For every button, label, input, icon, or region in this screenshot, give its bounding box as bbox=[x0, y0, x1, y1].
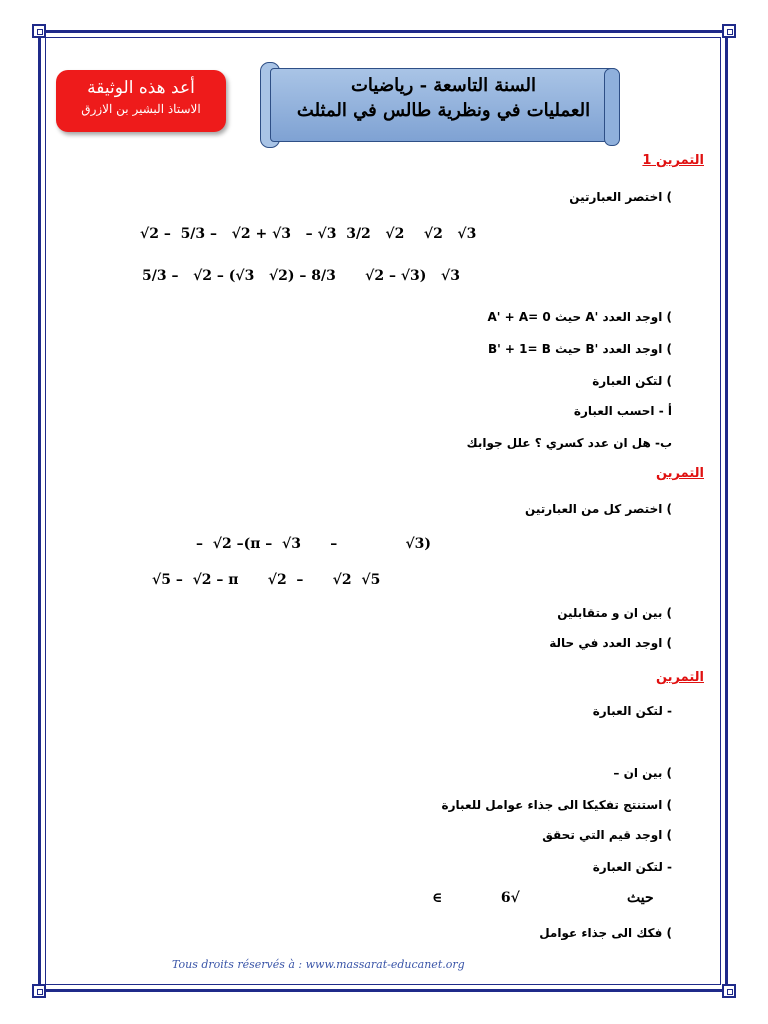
exercise1-math1: √2 – 5/3 – √2 + √3 – √3 3/2 √2 √2 √3 bbox=[140, 226, 477, 242]
exercise2-math2: √5 – √2 – π √2 – √2 √5 bbox=[152, 572, 381, 588]
exercise1-question3: ) اوجد العدد 'B حيث B' + 1= B bbox=[487, 342, 672, 356]
exercise3-title: التمرين bbox=[655, 670, 704, 685]
exercise2-question2: ) بين ان و متقابلين bbox=[557, 606, 672, 620]
author-badge bbox=[56, 70, 226, 132]
exercise2-question1: ) اختصر كل من العبارتين bbox=[525, 502, 672, 516]
title-line1: السنة التاسعة - رياضيات bbox=[350, 75, 537, 96]
title-line2: العمليات في ونظرية طالس في المثلث bbox=[296, 100, 591, 121]
scroll-curl-right bbox=[604, 68, 620, 146]
footer-copyright: Tous droits réservés à : www.massarat-educanet.org bbox=[172, 958, 465, 971]
exercise1-question1: ) اختصر العبارتين bbox=[569, 190, 672, 204]
exercise3-question4: ) اوجد قيم التي تحقق bbox=[542, 828, 672, 842]
exercise3-question6: ) فكك الى جذاء عوامل bbox=[539, 926, 672, 940]
exercise1-math2: 5/3 – √2 – (√3 √2) – 8/3 √2 – √3) √3 bbox=[142, 268, 460, 284]
exercise3-question3: ) استنتج تفكيكا الى جذاء عوامل للعبارة bbox=[441, 798, 672, 812]
exercise3-question1: - لتكن العبارة bbox=[592, 704, 672, 718]
corner-ornament-top-right bbox=[722, 24, 736, 38]
exercise1-question4: ) لتكن العبارة bbox=[592, 374, 672, 388]
exercise3-question2: ) بين ان – bbox=[613, 766, 672, 780]
exercise1-question2: ) اوجد العدد 'A حيث A' + A= 0 bbox=[487, 310, 672, 324]
corner-ornament-bottom-right bbox=[722, 984, 736, 998]
corner-ornament-top-left bbox=[32, 24, 46, 38]
title-scroll bbox=[260, 62, 620, 146]
author-badge-line1: أعد هذه الوثيقة bbox=[87, 78, 195, 98]
exercise1-title: التمرين 1 bbox=[642, 153, 704, 168]
exercise2-math1: – √2 –(π – √3 – √3) bbox=[196, 536, 432, 552]
exercise1-question4b: ب- هل ان عدد كسري ؟ علل جوابك bbox=[466, 436, 672, 450]
exercise2-title: التمرين bbox=[655, 466, 704, 481]
exercise1-question4a: أ - احسب العبارة bbox=[573, 404, 672, 418]
exercise3-math1: ∈ حيث √6 bbox=[432, 890, 654, 906]
author-badge-line2: الاستاذ البشير بن الازرق bbox=[81, 102, 201, 116]
title-scroll-body bbox=[270, 68, 617, 142]
exercise2-question3: ) اوجد العدد في حالة bbox=[549, 636, 672, 650]
corner-ornament-bottom-left bbox=[32, 984, 46, 998]
exercise3-question5: - لتكن العبارة bbox=[592, 860, 672, 874]
